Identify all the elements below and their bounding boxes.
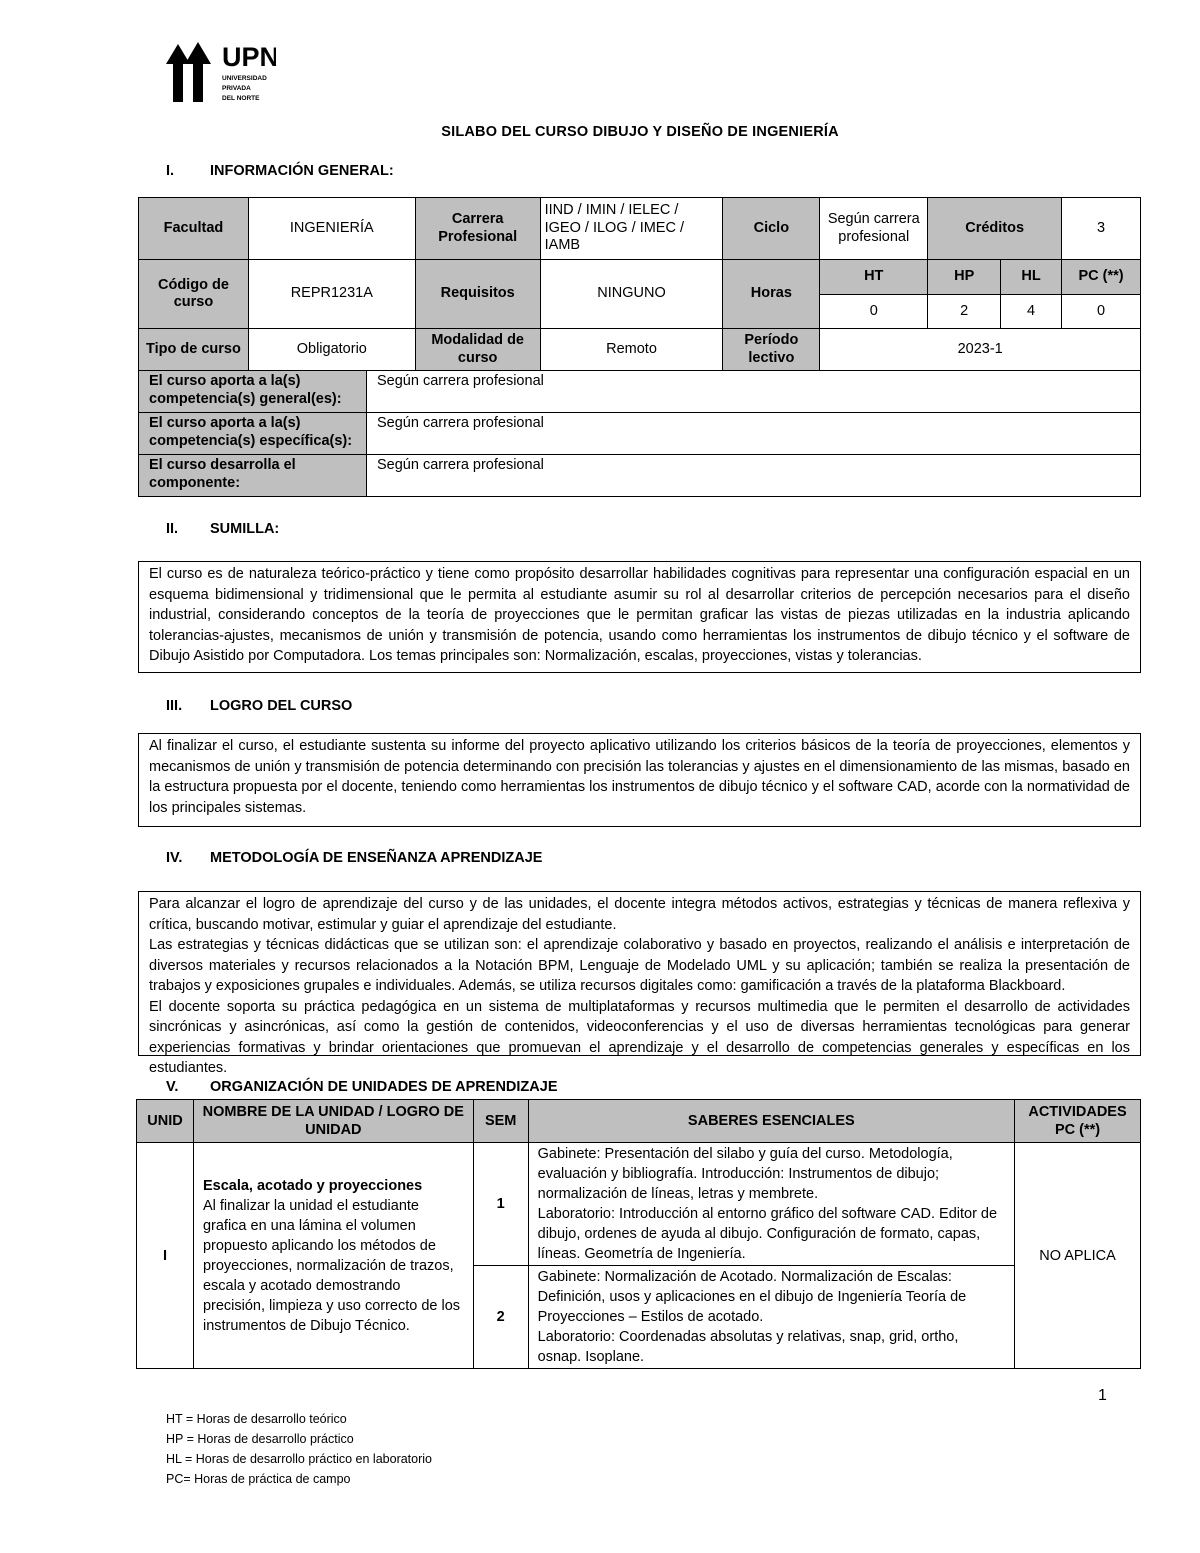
modalidad-label: Modalidad de curso (415, 329, 540, 371)
pc-label: PC (**) (1062, 260, 1141, 295)
logro-box (138, 733, 1141, 827)
footnote-hl: HL = Horas de desarrollo práctico en laboratorio (166, 1452, 432, 1466)
week-laboratorio: Laboratorio: Coordenadas absolutas y relativas, snap, grid, ortho, osnap. Isoplane. (537, 1329, 959, 1365)
sumilla-text: El curso es de naturaleza teórico-práctico y tiene como propósito desarrollar habilidades cognitivas para representar una configuración espacial en un esquema bidimensional y tridimensional que le permita al estudiante asumir su rol al desarrollar criterios de percepción necesarios para el diseño industrial, considerando conceptos de la teoría de proyecciones que le permitan graficar las vistas de piezas utilizadas en la industria aplicando tolerancias-ajustes, mecanismos de unión y transmisión de potencia, usando como herramientas los instrumentos de dibujo técnico y el software de Dibujo Asistido por Computadora. Los temas principales son: Normalización, escalas, proyecciones, vistas y tolerancias. (149, 566, 1130, 664)
ciclo-label: Ciclo (723, 198, 820, 260)
unit-name: Escala, acotado y proyecciones (202, 1177, 423, 1194)
logo-line-1: UNIVERSIDAD (222, 75, 267, 82)
ciclo-value: Según carrera profesional (820, 198, 928, 260)
metodologia-paragraph-2: Las estrategias y técnicas didácticas que se utilizan son: el aprendizaje colaborativo y basado en proyectos, realizando el análisis e interpretación de diversos materiales y recursos relacionados a la Notación BPM, Lenguaje de Modelado UML y su aplicación; también se realiza la presentación de trabajos y exposiciones grupales e individuales. Además, se utiliza recursos digitales como: gamificación a través de la plataforma Blackboard. (149, 937, 1130, 994)
periodo-label: Período lectivo (723, 329, 820, 371)
hp-label: HP (928, 260, 1001, 295)
unit-name-cell (193, 1143, 473, 1369)
section-label: SUMILLA: (210, 521, 280, 537)
header-nombre: NOMBRE DE LA UNIDAD / LOGRO DE UNIDAD (193, 1100, 473, 1143)
logo-brand: UPN (222, 42, 276, 72)
section-heading-4 (166, 850, 542, 866)
week-gabinete: Gabinete: Presentación del silabo y guía del curso. Metodología, evaluación y bibliografía. Introducción: Instrumentos de dibujo; normalización de líneas, letras y membrete. (537, 1146, 953, 1202)
hp-value: 2 (928, 295, 1001, 329)
week-content (528, 1266, 1014, 1369)
facultad-value: INGENIERÍA (248, 198, 415, 260)
creditos-value: 3 (1062, 198, 1141, 260)
header-saberes: SABERES ESENCIALES (528, 1100, 1014, 1143)
week-number: 1 (473, 1143, 528, 1266)
section-label: ORGANIZACIÓN DE UNIDADES DE APRENDIZAJE (210, 1079, 558, 1095)
section-heading-3 (166, 698, 352, 714)
logo-line-2: PRIVADA (222, 85, 251, 92)
codigo-label: Código de curso (139, 260, 249, 329)
competencias-table (138, 370, 1141, 497)
logo-line-3: DEL NORTE (222, 95, 260, 102)
table-row (139, 413, 1141, 455)
unit-number: I (137, 1143, 194, 1369)
requisitos-value: NINGUNO (540, 260, 723, 329)
table-row (137, 1143, 1141, 1266)
creditos-label: Créditos (928, 198, 1062, 260)
periodo-value: 2023-1 (820, 329, 1141, 371)
facultad-label: Facultad (139, 198, 249, 260)
competencia-especifica-label: El curso aporta a la(s) competencia(s) específica(s): (139, 413, 367, 455)
unit-logro: Al finalizar la unidad el estudiante grafica en una lámina el volumen propuesto aplicando los métodos de proyecciones, normalización de trazos, escala y acotado demostrando precisión, limpieza y uso correcto de los instrumentos de Dibujo Técnico. (202, 1197, 461, 1334)
document-title: SILABO DEL CURSO DIBUJO Y DISEÑO DE INGENIERÍA (441, 124, 839, 140)
section-number: II. (166, 521, 179, 537)
componente-value: Según carrera profesional (367, 455, 1141, 497)
hl-value: 4 (1001, 295, 1062, 329)
header-sem: SEM (473, 1100, 528, 1143)
carrera-label: Carrera Profesional (415, 198, 540, 260)
upn-logo (166, 40, 276, 110)
table-row (139, 455, 1141, 497)
sumilla-box (138, 561, 1141, 673)
page-number: 1 (1098, 1387, 1107, 1404)
ht-value: 0 (820, 295, 928, 329)
metodologia-paragraph-1: Para alcanzar el logro de aprendizaje del curso y de las unidades, el docente integra métodos activos, estrategias y técnicas de manera reflexiva y crítica, buscando motivar, estimular y guiar el aprendizaje del estudiante. (149, 896, 1130, 933)
general-info-table (138, 197, 1141, 371)
section-heading-5 (166, 1079, 558, 1095)
metodologia-paragraph-3: El docente soporta su práctica pedagógica en un sistema de multiplataformas y recursos multimedia que le permiten el desarrollo de actividades sincrónicas y asincrónicas, así como la gestión de contenidos, videoconferencias y el uso de diversas herramientas tecnológicas para generar experiencias formativas y brindar orientaciones que promuevan el aprendizaje y el desarrollo de competencias generales y específicas en los estudiantes. (149, 998, 1130, 1076)
section-number: V. (166, 1079, 179, 1095)
section-number: I. (166, 163, 175, 179)
section-label: INFORMACIÓN GENERAL: (210, 163, 394, 179)
week-gabinete: Gabinete: Normalización de Acotado. Normalización de Escalas: Definición, usos y aplicaciones en el dibujo de Ingeniería Teoría de Proyecciones – Estilos de acotado. (537, 1269, 967, 1325)
footnote-pc: PC= Horas de práctica de campo (166, 1472, 351, 1486)
section-number: III. (166, 698, 183, 714)
footnotes (166, 1409, 432, 1489)
section-heading-2 (166, 521, 279, 537)
codigo-value: REPR1231A (248, 260, 415, 329)
table-header-row (137, 1100, 1141, 1143)
tipo-value: Obligatorio (248, 329, 415, 371)
footnote-hp: HP = Horas de desarrollo práctico (166, 1432, 354, 1446)
pc-value: 0 (1062, 295, 1141, 329)
unit-activities: NO APLICA (1015, 1143, 1141, 1369)
carrera-value: IIND / IMIN / IELEC / IGEO / ILOG / IMEC / IAMB (540, 198, 723, 260)
competencia-general-value: Según carrera profesional (367, 371, 1141, 413)
week-content (528, 1143, 1014, 1266)
ht-label: HT (820, 260, 928, 295)
metodologia-box (138, 891, 1141, 1076)
section-label: METODOLOGÍA DE ENSEÑANZA APRENDIZAJE (210, 850, 543, 866)
competencia-especifica-value: Según carrera profesional (367, 413, 1141, 455)
section-label: LOGRO DEL CURSO (210, 698, 353, 714)
requisitos-label: Requisitos (415, 260, 540, 329)
week-laboratorio: Laboratorio: Introducción al entorno gráfico del software CAD. Editor de dibujo, ordenes de ayuda al dibujo. Configuración de formato, capas, líneas. Geometría de Ingeniería. (537, 1206, 998, 1262)
week-number: 2 (473, 1266, 528, 1369)
table-row (139, 371, 1141, 413)
hl-label: HL (1001, 260, 1062, 295)
modalidad-value: Remoto (540, 329, 723, 371)
logro-text: Al finalizar el curso, el estudiante sustenta su informe del proyecto aplicativo utilizando los criterios básicos de la teoría de proyecciones, elementos y mecanismos de unión y transmisión de potencia determinando con precisión las tolerancias y ajustes en el dimensionamiento de las mismas, basado en la estructura propuesta por el docente, teniendo como herramientas los instrumentos de dibujo técnico y el software CAD, acorde con la normatividad de los principales sistemas. (149, 738, 1130, 816)
header-actividades: ACTIVIDADES PC (**) (1015, 1100, 1141, 1143)
componente-label: El curso desarrolla el componente: (139, 455, 367, 497)
header-unid: UNID (137, 1100, 194, 1143)
section-heading-1 (166, 163, 394, 179)
upn-logo-icon (166, 40, 276, 110)
units-table (136, 1099, 1141, 1369)
competencia-general-label: El curso aporta a la(s) competencia(s) general(es): (139, 371, 367, 413)
footnote-ht: HT = Horas de desarrollo teórico (166, 1412, 347, 1426)
tipo-label: Tipo de curso (139, 329, 249, 371)
section-number: IV. (166, 850, 183, 866)
horas-label: Horas (723, 260, 820, 329)
